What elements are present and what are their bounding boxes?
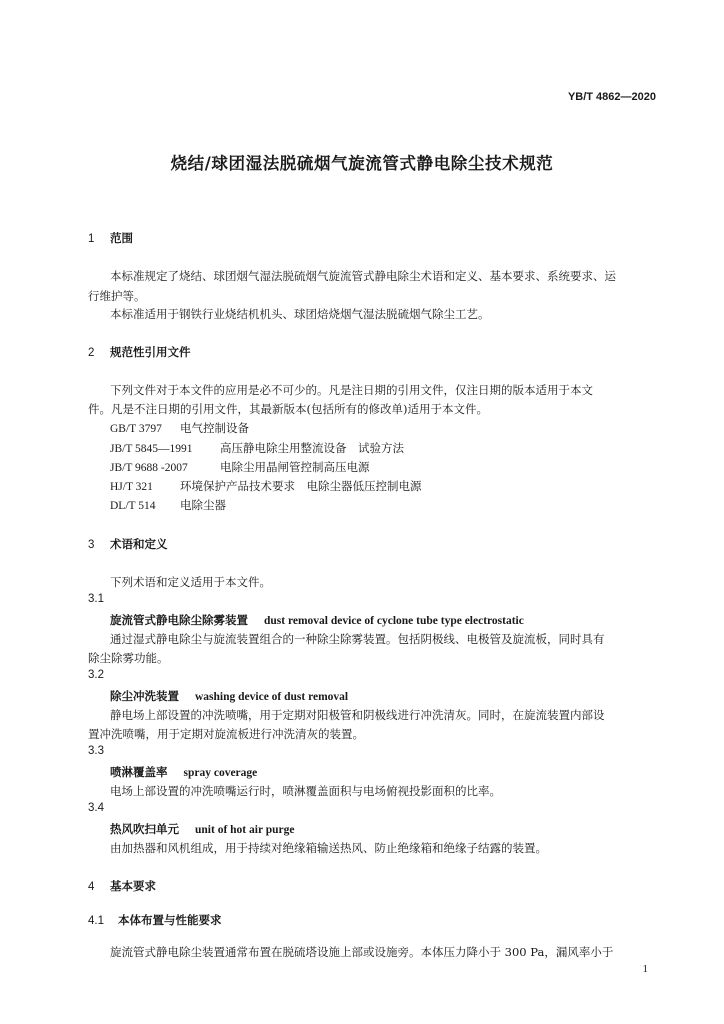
reference-title: 高压静电除尘用整流设备 试验方法 [220,441,404,455]
page-number: 1 [642,963,648,975]
document-title: 烧结/球团湿法脱硫烟气旋流管式静电除尘技术规范 [170,154,554,173]
paragraph: 行维护等。 [88,289,146,303]
term-chinese: 喷淋覆盖率 [110,765,168,779]
subsection-number: 4.1 [88,915,104,927]
term-number: 3.2 [88,669,104,681]
section-title: 术语和定义 [110,537,168,551]
term-heading [110,821,294,837]
term-definition: 除尘除雾功能。 [88,651,169,665]
reference-title: 电除尘用晶闸管控制高压电源 [220,460,370,474]
term-heading [110,764,257,780]
term-chinese: 旋流管式静电除尘除雾装置 [110,613,248,627]
paragraph: 件。凡是不注日期的引用文件，其最新版本(包括所有的修改单)适用于本文件。 [88,402,488,416]
section-number: 2 [88,347,95,359]
term-heading [110,612,524,628]
reference-code: JB/T 9688 -2007 [110,462,188,474]
term-english: spray coverage [183,767,258,779]
reference-code: DL/T 514 [110,500,156,512]
reference-item [110,440,404,456]
subsection-title: 本体布置与性能要求 [118,913,222,927]
paragraph: 本标准适用于钢铁行业烧结机机头、球团焙烧烟气湿法脱硫烟气除尘工艺。 [110,307,490,321]
term-english: washing device of dust removal [195,691,349,703]
reference-item [110,497,226,513]
term-chinese: 除尘冲洗装置 [110,689,179,703]
section-title: 范围 [110,231,133,245]
reference-title: 电气控制设备 [180,421,249,435]
term-definition: 置冲洗喷嘴，用于定期对旋流板进行冲洗清灰的装置。 [88,727,364,741]
reference-item [110,478,422,494]
section-number: 3 [88,539,95,551]
term-english: dust removal device of cyclone tube type electrostatic [264,615,524,627]
paragraph: 下列文件对于本文件的应用是必不可少的。凡是注日期的引用文件，仅注日期的版本适用于本文 [110,383,593,397]
term-english: unit of hot air purge [195,824,295,836]
section-4-heading [88,878,156,894]
term-definition: 电场上部设置的冲洗喷嘴运行时，喷淋覆盖面积与电场俯视投影面积的比率。 [110,784,501,798]
section-number: 4 [88,881,95,893]
standard-number: YB/T 4862—2020 [567,91,656,103]
reference-item [110,459,370,475]
section-title: 规范性引用文件 [110,345,191,359]
reference-title: 电除尘器 [180,498,226,512]
section-1-heading [88,230,133,246]
term-chinese: 热风吹扫单元 [110,822,179,836]
paragraph: 旋流管式静电除尘装置通常布置在脱硫塔设施上部或设施旁。本体压力降小于 300 Pa，漏风率小于 [110,945,614,959]
term-definition: 通过湿式静电除尘与旋流装置组合的一种除尘除雾装置。包括阴极线、电极管及旋流板，同时具有 [110,632,605,646]
reference-code: HJ/T 321 [110,481,153,493]
section-number: 1 [88,233,95,245]
term-number: 3.4 [88,802,104,814]
reference-code: JB/T 5845—1991 [110,443,193,455]
section-3-heading [88,536,168,552]
reference-code: GB/T 3797 [110,423,162,435]
term-definition: 由加热器和风机组成，用于持续对绝缘箱输送热风、防止绝缘箱和绝缘子结露的装置。 [110,841,547,855]
reference-title: 环境保护产品技术要求 电除尘器低压控制电源 [180,479,422,493]
term-number: 3.1 [88,593,104,605]
term-heading [110,688,348,704]
paragraph: 下列术语和定义适用于本文件。 [110,575,271,589]
subsection-4-1-heading [88,912,222,928]
term-number: 3.3 [88,745,104,757]
section-2-heading [88,344,191,360]
paragraph: 本标准规定了烧结、球团烟气湿法脱硫烟气旋流管式静电除尘术语和定义、基本要求、系统要求、运 [110,269,616,283]
term-definition: 静电场上部设置的冲洗喷嘴，用于定期对阳极管和阴极线进行冲洗清灰。同时，在旋流装置内部设 [110,708,605,722]
reference-item [110,420,249,436]
section-title: 基本要求 [110,879,156,893]
